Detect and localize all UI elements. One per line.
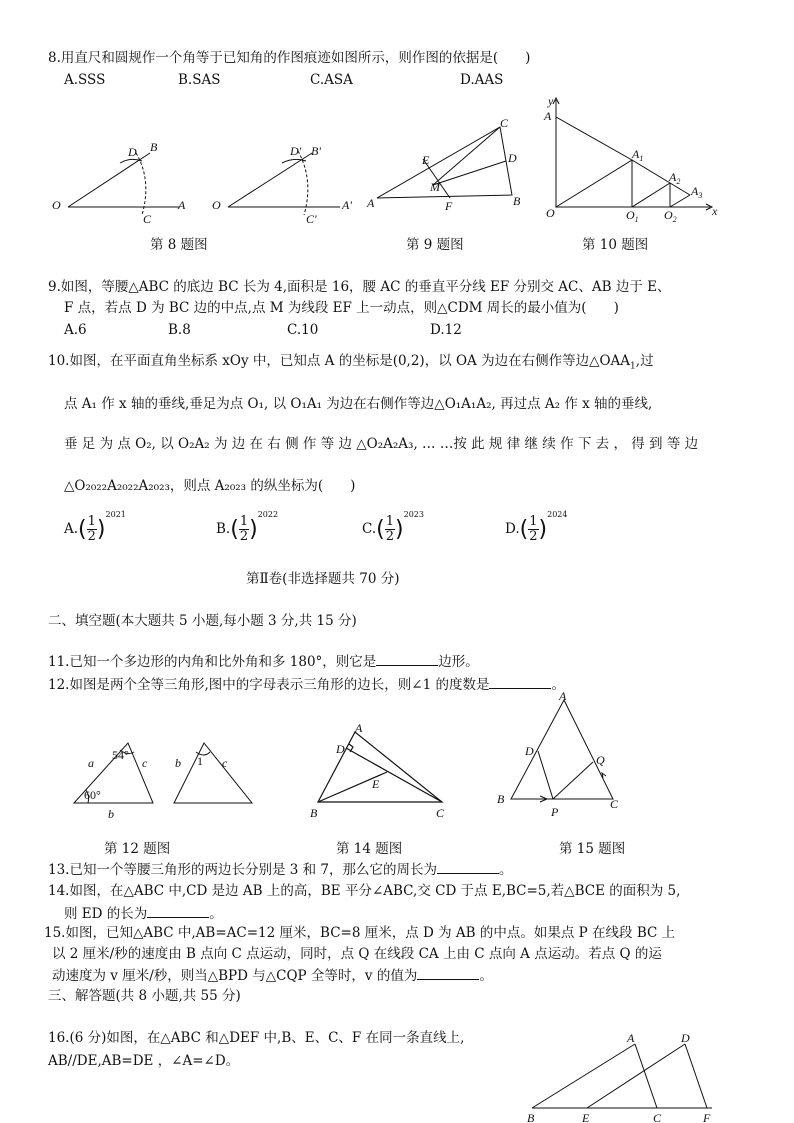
- fig14-label-b: B: [310, 806, 318, 820]
- fig12-label-b: b: [108, 807, 114, 821]
- fig14-label-a: A: [355, 721, 363, 735]
- fig9-label-b: B: [513, 194, 521, 208]
- q16-line1: 16.(6 分)如图，在△ABC 和△DEF 中,B、E、C、F 在同一条直线上,: [48, 1030, 465, 1046]
- q10-option-d: D.( $\frac{1}{2}$ )$^{2024}$: [505, 510, 568, 544]
- q10-line1-sub: 1: [630, 361, 636, 372]
- figure-12: [70, 740, 270, 820]
- q9-option-a: A.6: [64, 322, 87, 338]
- q15-line1: 15.如图，已知△ABC 中,AB=AC=12 厘米，BC=8 厘米，点 D 为 AB 的中点。如果点 P 在线段 BC 上: [44, 925, 676, 941]
- fig10-label-a: A: [544, 109, 552, 123]
- section3-heading: 三、解答题(共 8 小题,共 55 分): [48, 988, 241, 1004]
- fig10-label-a2: A: [669, 170, 677, 184]
- q8-option-c: C.ASA: [310, 72, 353, 88]
- q11-blank: [376, 653, 438, 666]
- figure-8: [50, 135, 370, 225]
- q12-blank: [489, 676, 551, 689]
- caption-fig10: 第 10 题图: [582, 237, 649, 253]
- q8-option-d: D.AAS: [460, 72, 504, 88]
- fig8-label-c: C: [143, 212, 152, 226]
- caption-fig8: 第 8 题图: [150, 237, 208, 253]
- fig12-angle-54: 54°: [112, 748, 129, 762]
- fig15-label-a: A: [559, 689, 567, 703]
- fig8-label-d2: D': [290, 144, 302, 158]
- fig8-label-o: O: [52, 198, 61, 212]
- svg-text:O2: [664, 208, 677, 224]
- q8-option-a: A.SSS: [64, 72, 106, 88]
- figure-14: [305, 715, 455, 825]
- fig9-label-c: C: [500, 116, 509, 130]
- q10-line1: [48, 353, 654, 373]
- fig12-label-b2: b: [175, 756, 181, 770]
- fig10-label-o1: O: [626, 208, 635, 222]
- fig12-angle-60: 60°: [84, 788, 101, 802]
- fig16-label-e: E: [582, 1111, 590, 1123]
- fig8-label-o2: O: [212, 198, 221, 212]
- fig15-label-p: P: [551, 805, 559, 819]
- q15-line3: 动速度为 v 厘米/秒，则当△BPD 与△CQP 全等时，v 的值为 。: [52, 968, 493, 984]
- q11: 11.已知一个多边形的内角和比外角和多 180°，则它是 边形。: [48, 654, 479, 670]
- q12: 12.如图是两个全等三角形,图中的字母表示三角形的边长，则∠1 的度数是 。: [48, 677, 565, 693]
- fig10-label-o2: O: [664, 208, 673, 222]
- q10-line2: 点 A₁ 作 x 轴的垂线,垂足为点 O₁, 以 O₁A₁ 为边在右侧作等边△O₁A₁A₂, 再过点 A₂ 作 x 轴的垂线,: [64, 396, 653, 412]
- q9-line2: F 点，若点 D 为 BC 边的中点,点 M 为线段 EF 上一动点，则△CDM 周长的最小值为( ): [64, 300, 619, 316]
- fig10-label-o1-sub: 1: [634, 215, 639, 224]
- fig10-label-x: x: [712, 204, 718, 218]
- fig15-label-q: Q: [596, 753, 605, 767]
- q14-blank: [147, 905, 209, 918]
- q10-option-b: B.( $\frac{1}{2}$ )$^{2022}$: [216, 510, 279, 544]
- fig10-label-a2-sub: 2: [676, 177, 681, 186]
- q8-stem: 8.用直尺和圆规作一个角等于已知角的作图痕迹如图所示，则作图的依据是( ): [48, 50, 531, 66]
- fig16-label-a: A: [627, 1031, 635, 1045]
- part2-heading: 第Ⅱ卷(非选择题共 70 分): [246, 571, 400, 587]
- figure-8-right: [228, 151, 340, 215]
- fig10-label-o: O: [546, 206, 555, 220]
- q10-option-c: C.( $\frac{1}{2}$ )$^{2023}$: [362, 510, 424, 544]
- fig12-label-c2: c: [222, 756, 228, 770]
- svg-text:O1: [626, 208, 639, 224]
- fig16-label-d: D: [681, 1031, 690, 1045]
- svg-text:A1: [631, 147, 643, 163]
- figure-10: [540, 95, 730, 225]
- fig14-label-d: D: [336, 742, 345, 756]
- q9-option-d: D.12: [430, 322, 462, 338]
- q16-line2: AB//DE,AB=DE ，∠A=∠D。: [48, 1053, 240, 1069]
- q10-line1-text: 10.如图，在平面直角坐标系 xOy 中，已知点 A 的坐标是(0,2)，以 OA 为边在右侧作等边△OAA: [48, 353, 631, 369]
- fig10-label-a1: A: [632, 147, 640, 161]
- fig15-label-b: B: [497, 792, 505, 806]
- fig9-label-a: A: [367, 196, 375, 210]
- section2-heading: 二、填空题(本大题共 5 小题,每小题 3 分,共 15 分): [48, 613, 357, 629]
- fig9-label-f: F: [445, 199, 453, 213]
- fig15-label-d: D: [525, 744, 534, 758]
- figure-16: [522, 1030, 722, 1123]
- fig9-label-m: M: [430, 180, 440, 194]
- q10-line3: 垂 足 为 点 O₂, 以 O₂A₂ 为 边 在 右 侧 作 等 边 △O₂A₂A₃, … …按 此 规 律 继 续 作 下 去 ， 得 到 等 边: [64, 436, 699, 452]
- q9-option-b: B.8: [168, 322, 191, 338]
- q13-blank: [437, 861, 499, 874]
- q10-line4: △O₂₀₂₂A₂₀₂₂A₂₀₂₃，则点 A₂₀₂₃ 的纵坐标为( ): [64, 478, 356, 494]
- figure-9: [365, 115, 540, 215]
- fig10-label-a1-sub: 1: [639, 154, 644, 163]
- svg-text:A2: [668, 170, 680, 186]
- q15-line2: 以 2 厘米/秒的速度由 B 点向 C 点运动，同时，点 Q 在线段 CA 上由 C 点向 A 点运动。若点 Q 的运: [52, 946, 662, 962]
- q10-line1-end: ,过: [635, 353, 654, 369]
- fig14-label-c: C: [436, 806, 445, 820]
- q13: 13.已知一个等腰三角形的两边长分别是 3 和 7，那么它的周长为 。: [48, 862, 513, 878]
- q8-option-b: B.SAS: [178, 72, 221, 88]
- figure-8-left: [68, 153, 180, 215]
- q14-line2: 则 ED 的长为 。: [64, 906, 223, 922]
- fig8-label-b2: B': [311, 144, 321, 158]
- q15-blank: [417, 967, 479, 980]
- fig9-label-e: E: [422, 153, 430, 167]
- fig10-label-a3-sub: 3: [698, 191, 703, 200]
- q9-line1: 9.如图，等腰△ABC 的底边 BC 长为 4,面积是 16，腰 AC 的垂直平分线 EF 分别交 AC、AB 边于 E、: [48, 279, 671, 295]
- fig16-label-c: C: [653, 1111, 662, 1123]
- q10-option-a: A.( $\frac{1}{2}$ )$^{2021}$: [64, 510, 126, 544]
- fig8-label-a: A: [178, 198, 186, 212]
- caption-fig15: 第 15 题图: [559, 841, 626, 857]
- fig8-label-a2: A': [342, 198, 352, 212]
- fig16-label-f: F: [703, 1111, 711, 1123]
- fig15-label-c: C: [610, 797, 619, 811]
- caption-fig12: 第 12 题图: [104, 841, 171, 857]
- q14-line1: 14.如图，在△ABC 中,CD 是边 AB 上的高，BE 平分∠ABC,交 CD 于点 E,BC=5,若△BCE 的面积为 5,: [48, 883, 681, 899]
- q9-option-c: C.10: [287, 322, 319, 338]
- fig10-label-o2-sub: 2: [672, 215, 677, 224]
- figure-15: [495, 689, 635, 822]
- fig14-label-e: E: [372, 777, 380, 791]
- fig12-angle-1: 1: [197, 754, 203, 768]
- fig10-label-a3: A: [691, 184, 699, 198]
- fig8-label-c2: C': [306, 212, 317, 226]
- svg-text:A3: [690, 184, 702, 200]
- fig12-label-a: a: [88, 756, 94, 770]
- fig9-label-d: D: [508, 151, 517, 165]
- fig8-label-d: D: [128, 145, 137, 159]
- caption-fig14: 第 14 题图: [336, 841, 403, 857]
- fig10-label-y: y: [548, 94, 554, 108]
- caption-fig9: 第 9 题图: [406, 237, 464, 253]
- fig12-label-c: c: [142, 756, 148, 770]
- fig8-label-b: B: [150, 140, 158, 154]
- fig16-label-b: B: [527, 1111, 535, 1123]
